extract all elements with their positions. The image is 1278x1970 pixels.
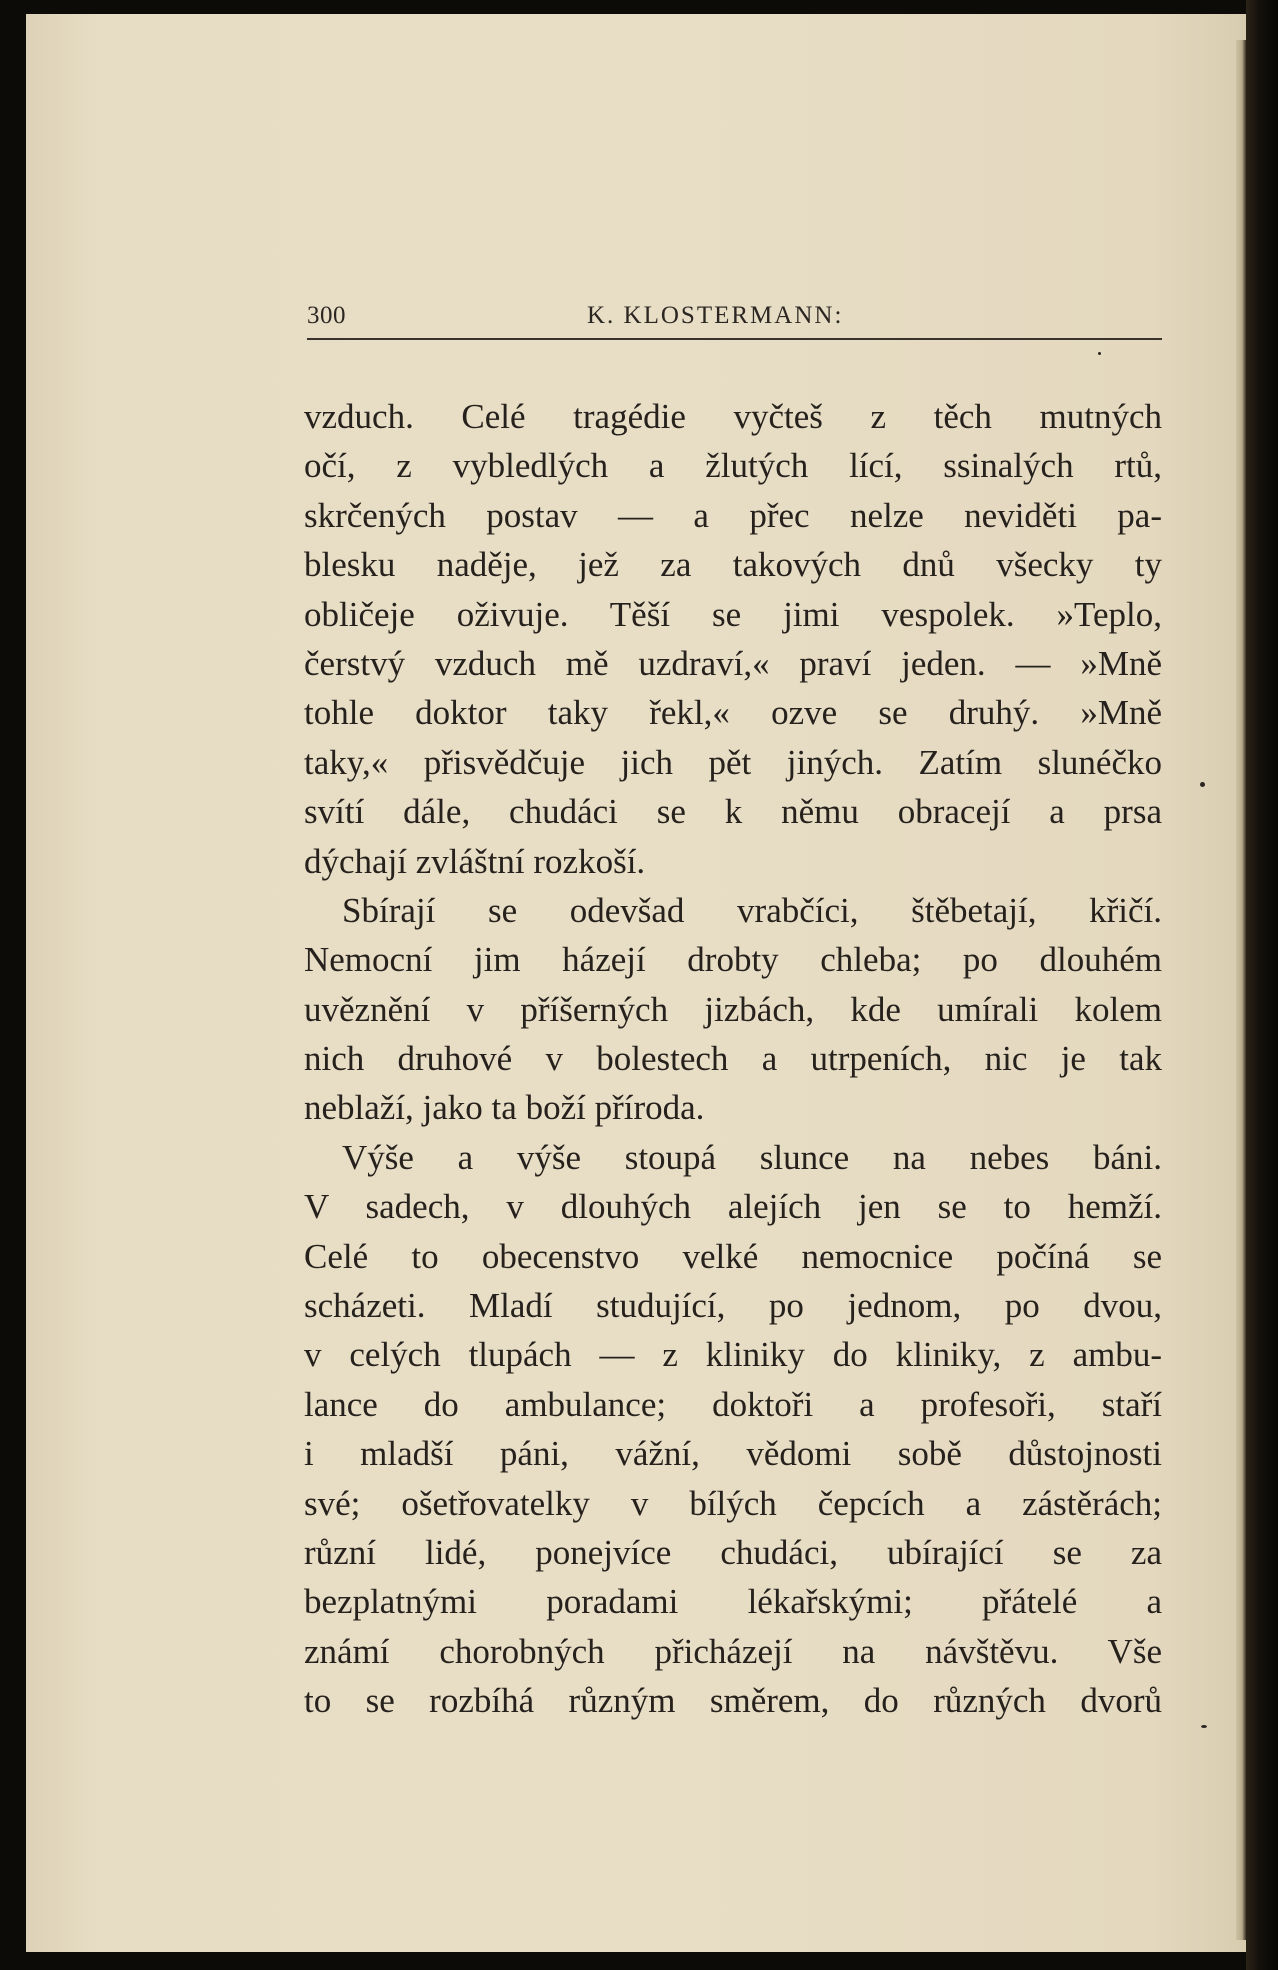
text-line: blesku naděje, jež za takových dnů všecky ty	[304, 545, 1162, 585]
page-header	[307, 300, 1162, 340]
text-line: to se rozbíhá různým směrem, do různých dvorů	[304, 1681, 1162, 1721]
text-line: očí, z vybledlých a žlutých lící, ssinalých rtů,	[304, 446, 1162, 486]
page-edge	[1236, 40, 1246, 1940]
text-line: v celých tlupách — z kliniky do kliniky, z ambu-	[304, 1335, 1162, 1375]
text-line: Výše a výše stoupá slunce na nebes báni.	[342, 1137, 1162, 1177]
text-line: skrčených postav — a přec nelze neviděti pa-	[304, 495, 1162, 535]
ink-speck	[1098, 352, 1101, 355]
text-line: V sadech, v dlouhých alejích jen se to hemží.	[304, 1187, 1162, 1227]
text-line: taky,« přisvědčuje jich pět jiných. Zatím slunéčko	[304, 742, 1162, 782]
text-line: Nemocní jim házejí drobty chleba; po dlouhém	[304, 940, 1162, 980]
ink-speck	[1201, 1725, 1207, 1728]
body-text	[304, 392, 1162, 1726]
text-line: uvěznění v příšerných jizbách, kde umírali kolem	[304, 989, 1162, 1029]
text-line: známí chorobných přicházejí na návštěvu. Vše	[304, 1631, 1162, 1671]
book-gutter	[1246, 0, 1278, 1970]
text-line: svítí dále, chudáci se k němu obracejí a prsa	[304, 792, 1162, 832]
text-line: tohle doktor taky řekl,« ozve se druhý. »Mně	[304, 693, 1162, 733]
text-line: scházeti. Mladí studující, po jednom, po dvou,	[304, 1286, 1162, 1326]
text-line: bezplatnými poradami lékařskými; přátelé a	[304, 1582, 1162, 1622]
text-line: čerstvý vzduch mě uzdraví,« praví jeden. — »Mně	[304, 643, 1162, 683]
text-line: různí lidé, ponejvíce chudáci, ubírající se za	[304, 1532, 1162, 1572]
text-line: vzduch. Celé tragédie vyčteš z těch mutných	[304, 397, 1162, 436]
header-rule	[307, 338, 1162, 340]
text-line: i mladší páni, vážní, vědomi sobě důstojnosti	[304, 1434, 1162, 1474]
text-line: nich druhové v bolestech a utrpeních, nic je tak	[304, 1039, 1162, 1079]
text-line: neblaží, jako ta boží příroda.	[304, 1088, 705, 1128]
text-line: dýchají zvláštní rozkoší.	[304, 841, 646, 881]
text-line: své; ošetřovatelky v bílých čepcích a zástěrách;	[304, 1483, 1162, 1523]
ink-speck	[1200, 782, 1205, 787]
text-line: lance do ambulance; doktoři a profesoři, staří	[304, 1384, 1162, 1424]
running-head: K. KLOSTERMANN:	[587, 302, 844, 329]
text-line: obličeje oživuje. Těší se jimi vespolek. »Teplo,	[304, 594, 1162, 634]
text-line: Celé to obecenstvo velké nemocnice počíná se	[304, 1236, 1162, 1276]
text-line: Sbírají se odevšad vrabčíci, štěbetají, křičí.	[342, 890, 1162, 930]
page-number: 300	[307, 302, 346, 329]
